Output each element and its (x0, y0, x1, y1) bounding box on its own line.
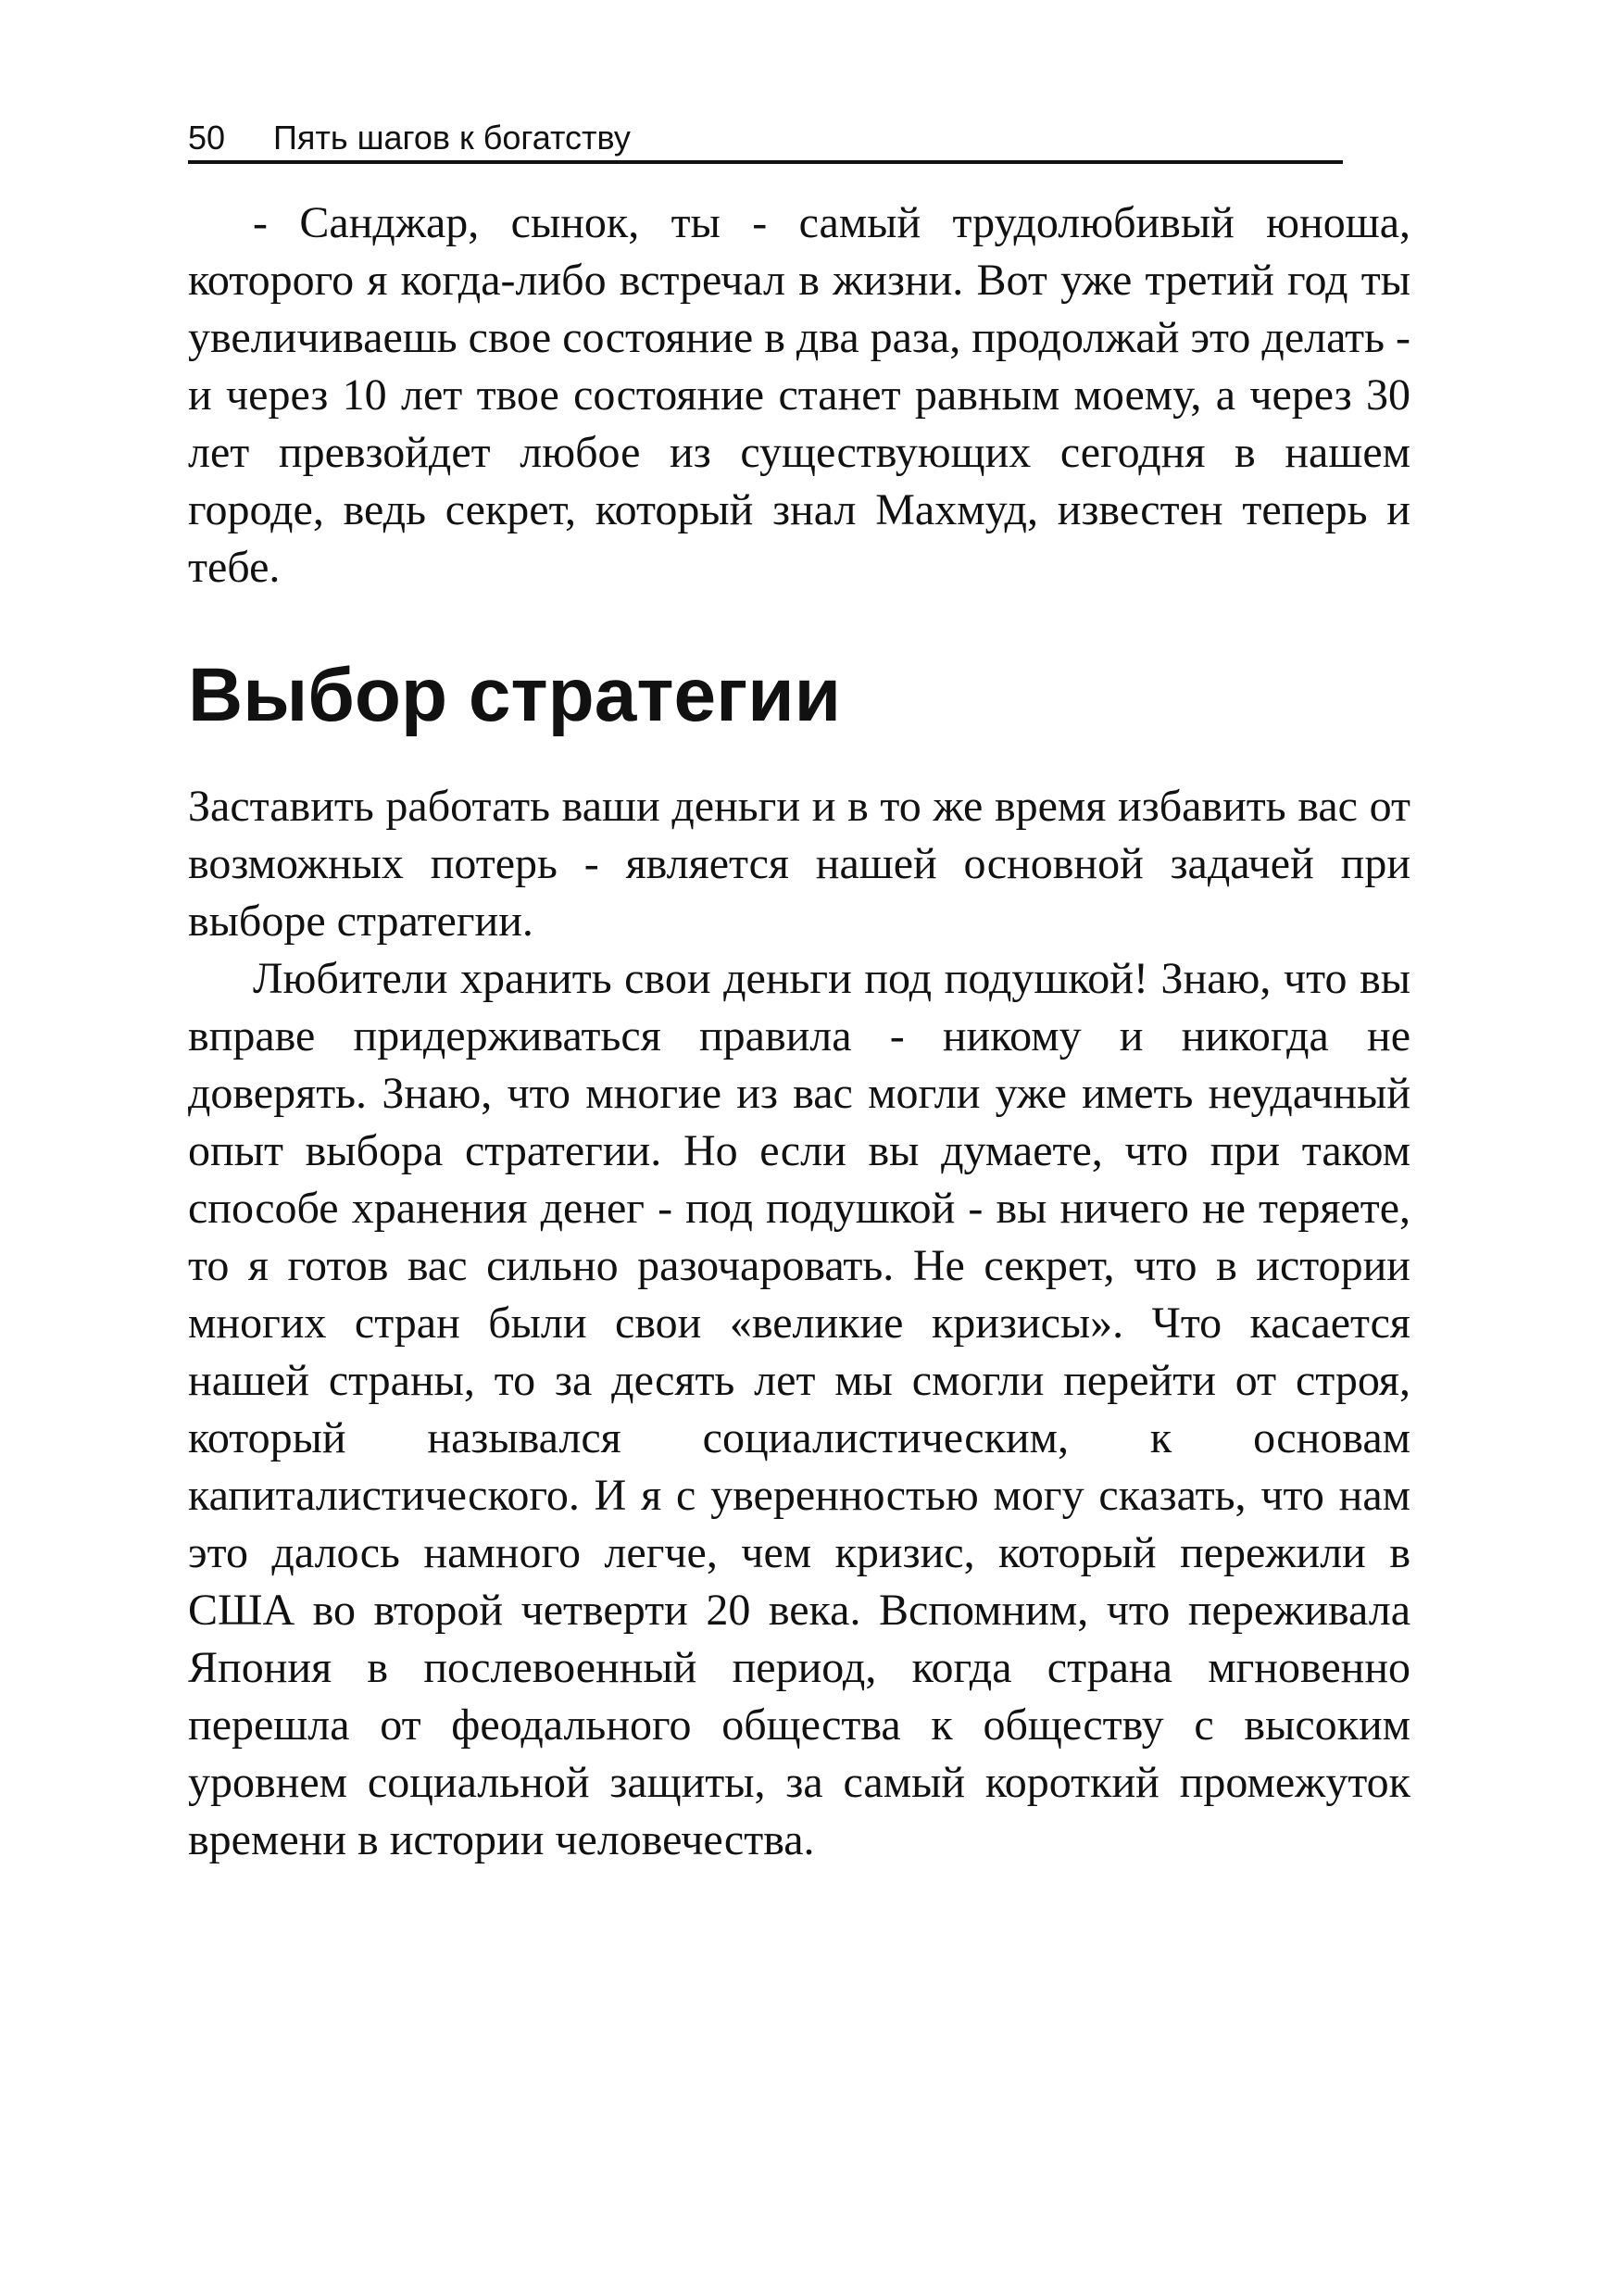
book-title: Пять шагов к богатству (273, 119, 631, 157)
page-content (188, 194, 1410, 1869)
intro-paragraph: Заставить работать ваши деньги и в то же время избавить вас от возможных потерь - является нашей основной задачей при выборе стратегии. (188, 782, 1410, 946)
dialogue-paragraph: - Санджар, сынок, ты - самый трудолюбивый юноша, которого я когда-либо встречал в жизни. Вот уже третий год ты увеличиваешь свое состояние в два раза, продолжай это делать - и через 10 лет твое состояние станет равным моему, а через 30 лет превзойдет любое из существующих сегодня в нашем городе, ведь секрет, который знал Махмуд, известен теперь и тебе. (188, 198, 1410, 592)
running-header (188, 116, 1343, 164)
body-paragraph: Любители хранить свои деньги под подушкой! Знаю, что вы вправе придерживаться правила - никому и никогда не доверять. Знаю, что многие из вас могли уже иметь неудачный опыт выбора стратегии. Но если вы думаете, что при таком способе хранения денег - под подушкой - вы ничего не теряете, то я готов вас сильно разочаровать. Не секрет, что в истории многих стран были свои «великие кризисы». Что касается нашей страны, то за десять лет мы смогли перейти от строя, который назывался социалистическим, к основам капиталистического. И я с уверенностью могу сказать, что нам это далось намного легче, чем кризис, который пережили в США во второй четверти 20 века. Вспомним, что переживала Япония в послевоенный период, когда страна мгновенно перешла от феодального общества к обществу с высоким уровнем социальной защиты, за самый короткий промежуток времени в истории человечества. (188, 954, 1410, 1864)
section-heading: Выбор стратегии (188, 653, 842, 737)
page-number: 50 (188, 119, 226, 157)
